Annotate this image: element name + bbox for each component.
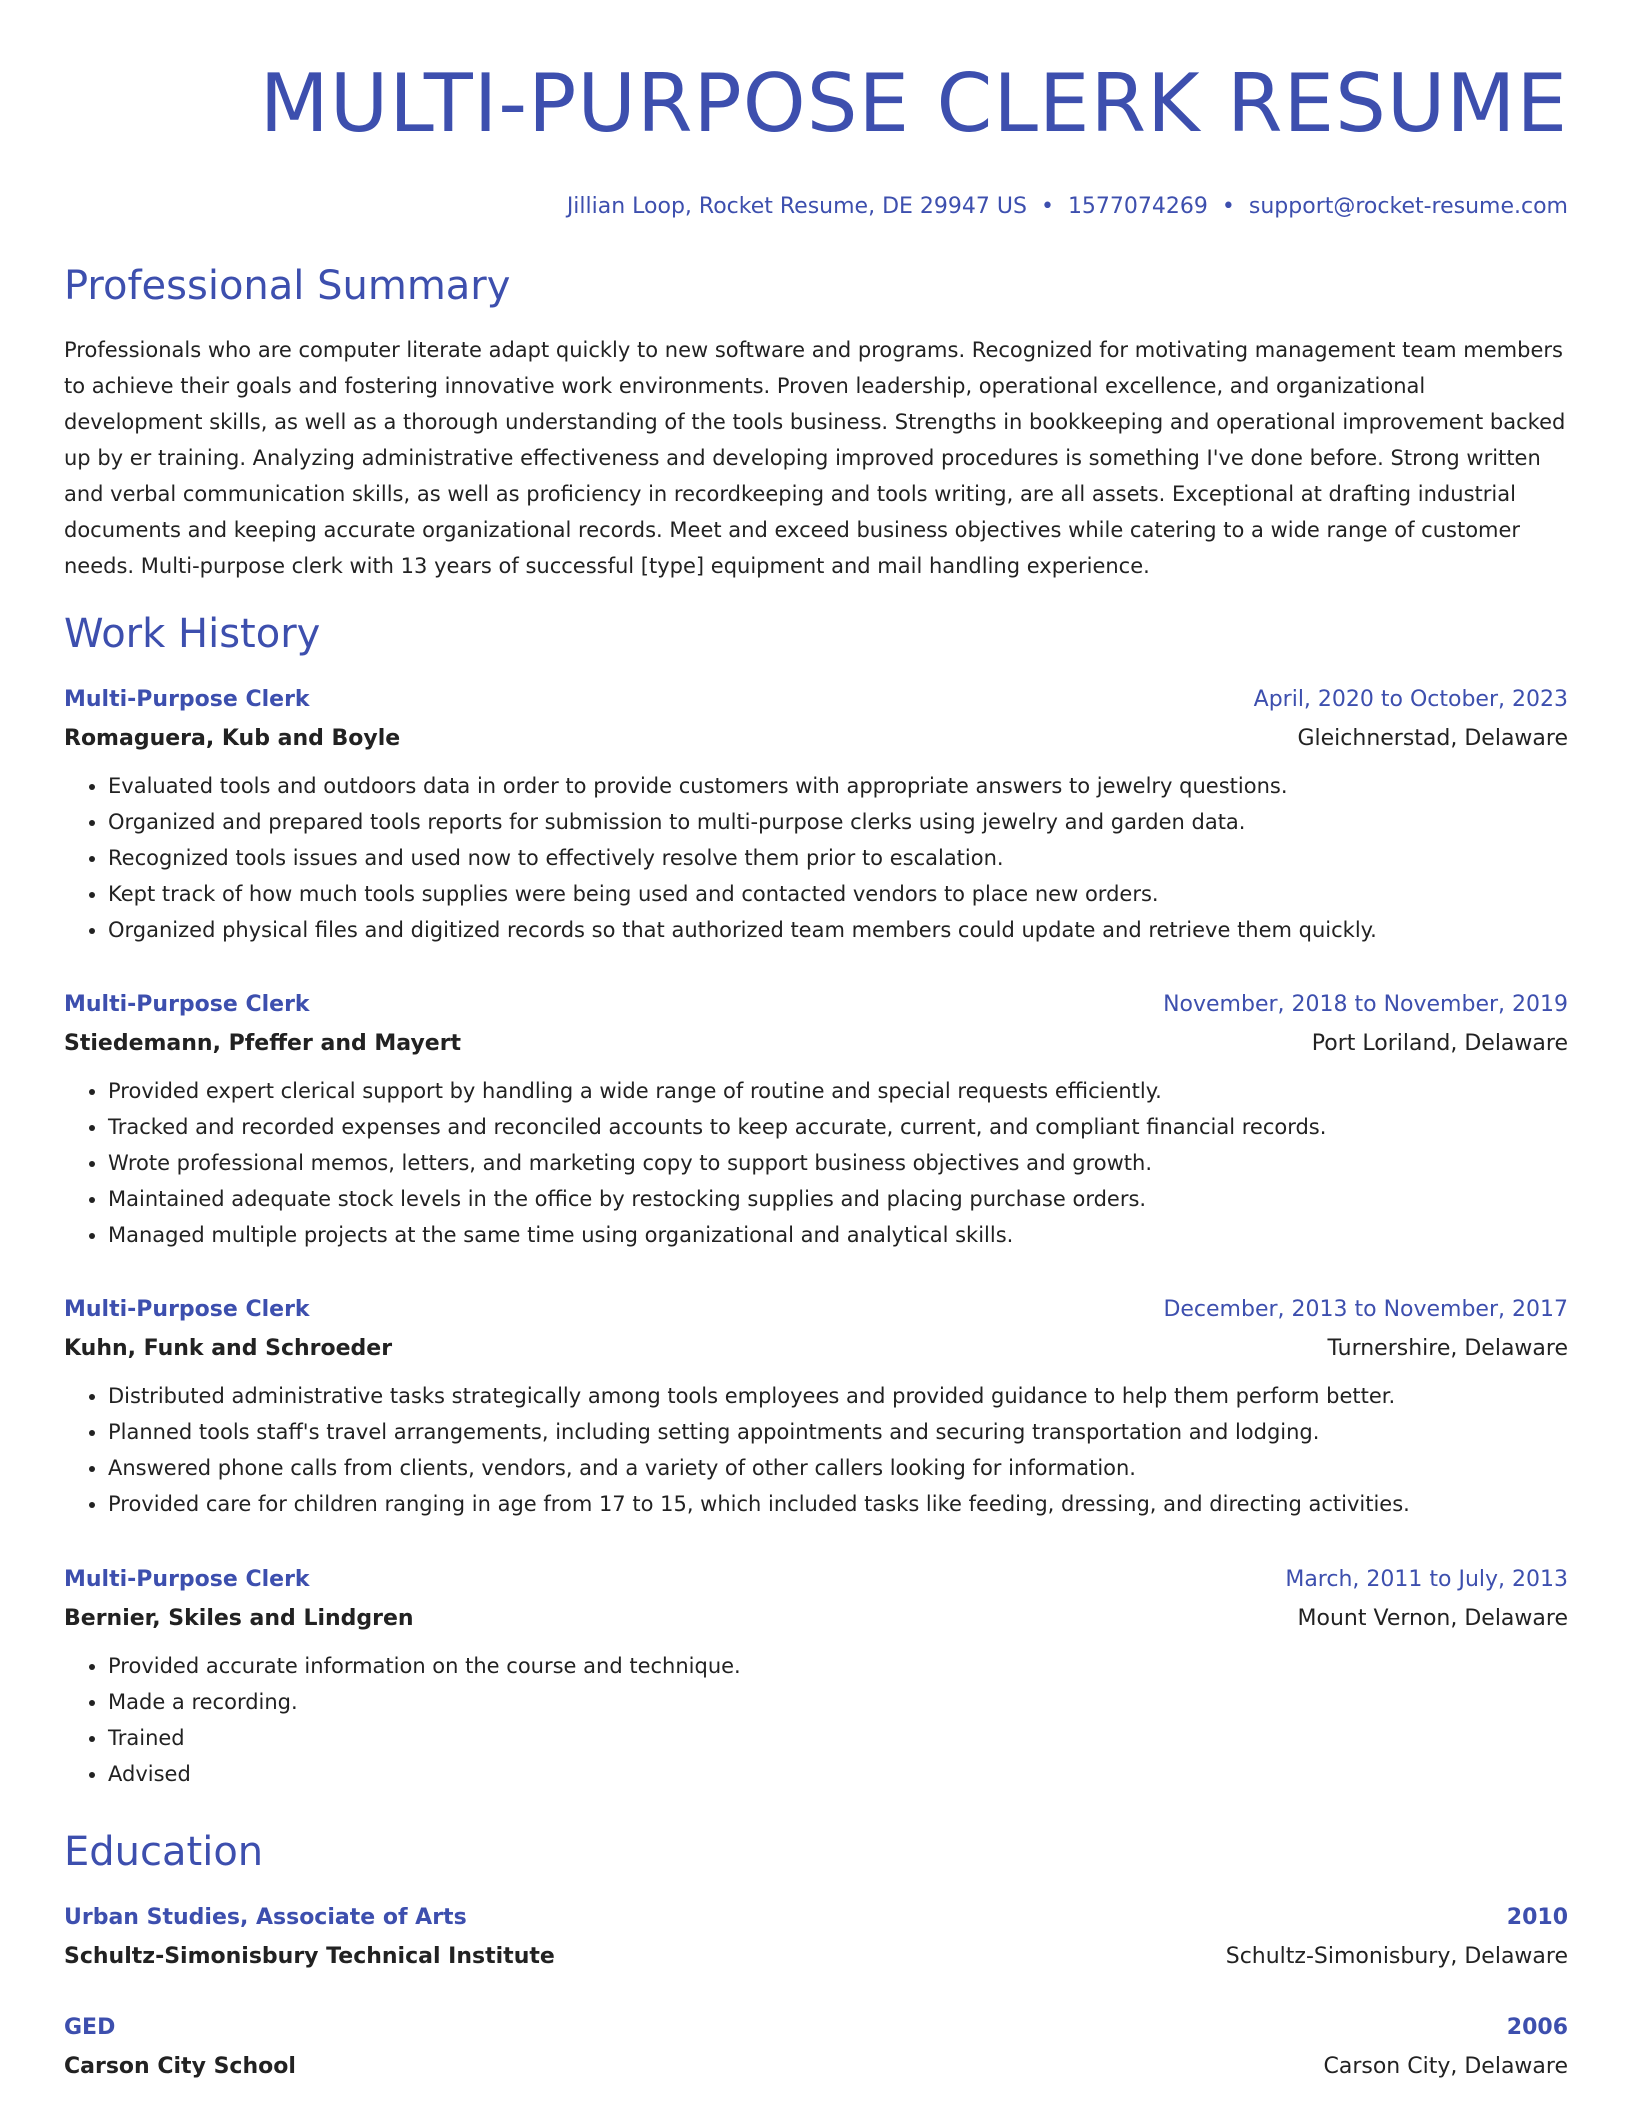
education-degree: Urban Studies, Associate of Arts [64, 1905, 467, 1930]
job-bullet: • Organized physical files and digitized records so that authorized team members could update and retrieve them quickly. [108, 912, 1568, 948]
job-company: Stiedemann, Pfeffer and Mayert [64, 1031, 462, 1056]
job-bullet-list [64, 768, 1568, 948]
education-school: Carson City School [64, 2054, 296, 2079]
job-location: Turnershire, Delaware [1327, 1336, 1568, 1361]
education-location: Carson City, Delaware [1323, 2054, 1568, 2079]
education-year: 2006 [1506, 2015, 1568, 2040]
resume-title: MULTI-PURPOSE CLERK RESUME [259, 57, 1568, 150]
job-entry [64, 1290, 1568, 1522]
contact-line [567, 192, 1568, 222]
job-title: Multi-Purpose Clerk [64, 1567, 310, 1592]
education-entry [64, 2008, 1568, 2086]
work-history-heading: Work History [64, 611, 321, 657]
job-bullet: • Made a recording. [108, 1684, 1568, 1720]
job-bullet: • Recognized tools issues and used now to effectively resolve them prior to escalation. [108, 840, 1568, 876]
job-bullet-list [64, 1648, 1568, 1792]
education-entry [64, 1898, 1568, 1976]
contact-separator: • [1221, 194, 1235, 219]
job-bullet: • Wrote professional memos, letters, and marketing copy to support business objectives and growth. [108, 1145, 1568, 1181]
job-title: Multi-Purpose Clerk [64, 1297, 310, 1322]
job-bullet: • Answered phone calls from clients, vendors, and a variety of other callers looking for information. [108, 1450, 1568, 1486]
job-bullet: • Kept track of how much tools supplies were being used and contacted vendors to place new orders. [108, 876, 1568, 912]
job-bullet: • Organized and prepared tools reports for submission to multi-purpose clerks using jewelry and garden data. [108, 804, 1568, 840]
job-bullet: • Distributed administrative tasks strategically among tools employees and provided guidance to help them perform better. [108, 1378, 1568, 1414]
summary-heading: Professional Summary [64, 263, 511, 309]
education-heading: Education [64, 1829, 264, 1875]
education-location: Schultz-Simonisbury, Delaware [1225, 1944, 1568, 1969]
education-year: 2010 [1506, 1905, 1568, 1930]
job-bullet: • Provided expert clerical support by handling a wide range of routine and special requests efficiently. [108, 1073, 1568, 1109]
education-degree: GED [64, 2015, 116, 2040]
job-bullet: • Planned tools staff's travel arrangements, including setting appointments and securing transportation and lodging. [108, 1414, 1568, 1450]
job-location: Gleichnerstad, Delaware [1297, 726, 1568, 751]
job-dates: November, 2018 to November, 2019 [1163, 992, 1568, 1017]
job-location: Mount Vernon, Delaware [1297, 1606, 1568, 1631]
contact-separator: • [1040, 194, 1054, 219]
job-bullet: • Evaluated tools and outdoors data in order to provide customers with appropriate answers to jewelry questions. [108, 768, 1568, 804]
job-bullet: • Maintained adequate stock levels in the office by restocking supplies and placing purchase orders. [108, 1181, 1568, 1217]
job-bullet: • Advised [108, 1756, 1568, 1792]
job-location: Port Loriland, Delaware [1311, 1031, 1568, 1056]
job-bullet: • Managed multiple projects at the same time using organizational and analytical skills. [108, 1217, 1568, 1253]
contact-email: support@rocket-resume.com [1248, 194, 1568, 219]
summary-text: Professionals who are computer literate adapt quickly to new software and programs. Recognized for motivating management team members to achieve their goals and fostering innovative work environments. Proven leadership, operational excellence, and organizational development skills, as well as a thorough understanding of the tools business. Strengths in bookkeeping and operational improvement backed up by er training. Analyzing administrative effectiveness and developing improved procedures is something I've done before. Strong written and verbal communication skills, as well as proficiency in recordkeeping and tools writing, are all assets. Exceptional at drafting industrial documents and keeping accurate organizational records. Meet and exceed business objectives while catering to a wide range of customer needs. Multi-purpose clerk with 13 years of successful [type] equipment and mail handling experience. [64, 338, 1566, 578]
job-bullet-list [64, 1378, 1568, 1522]
job-entry [64, 680, 1568, 948]
job-company: Romaguera, Kub and Boyle [64, 726, 401, 751]
contact-address: Jillian Loop, Rocket Resume, DE 29947 US [566, 194, 1027, 219]
job-bullet: • Provided care for children ranging in age from 17 to 15, which included tasks like feeding, dressing, and directing activities. [108, 1486, 1568, 1522]
job-bullet-list [64, 1073, 1568, 1253]
job-bullet: • Trained [108, 1720, 1568, 1756]
job-entry [64, 1560, 1568, 1792]
job-title: Multi-Purpose Clerk [64, 687, 310, 712]
job-bullet: • Provided accurate information on the course and technique. [108, 1648, 1568, 1684]
job-company: Kuhn, Funk and Schroeder [64, 1336, 393, 1361]
contact-phone: 1577074269 [1067, 194, 1208, 219]
job-dates: April, 2020 to October, 2023 [1253, 687, 1568, 712]
job-dates: December, 2013 to November, 2017 [1163, 1297, 1568, 1322]
job-title: Multi-Purpose Clerk [64, 992, 310, 1017]
job-bullet: • Tracked and recorded expenses and reconciled accounts to keep accurate, current, and compliant financial records. [108, 1109, 1568, 1145]
job-entry [64, 985, 1568, 1253]
job-dates: March, 2011 to July, 2013 [1285, 1567, 1568, 1592]
education-school: Schultz-Simonisbury Technical Institute [64, 1944, 555, 1969]
job-company: Bernier, Skiles and Lindgren [64, 1606, 414, 1631]
